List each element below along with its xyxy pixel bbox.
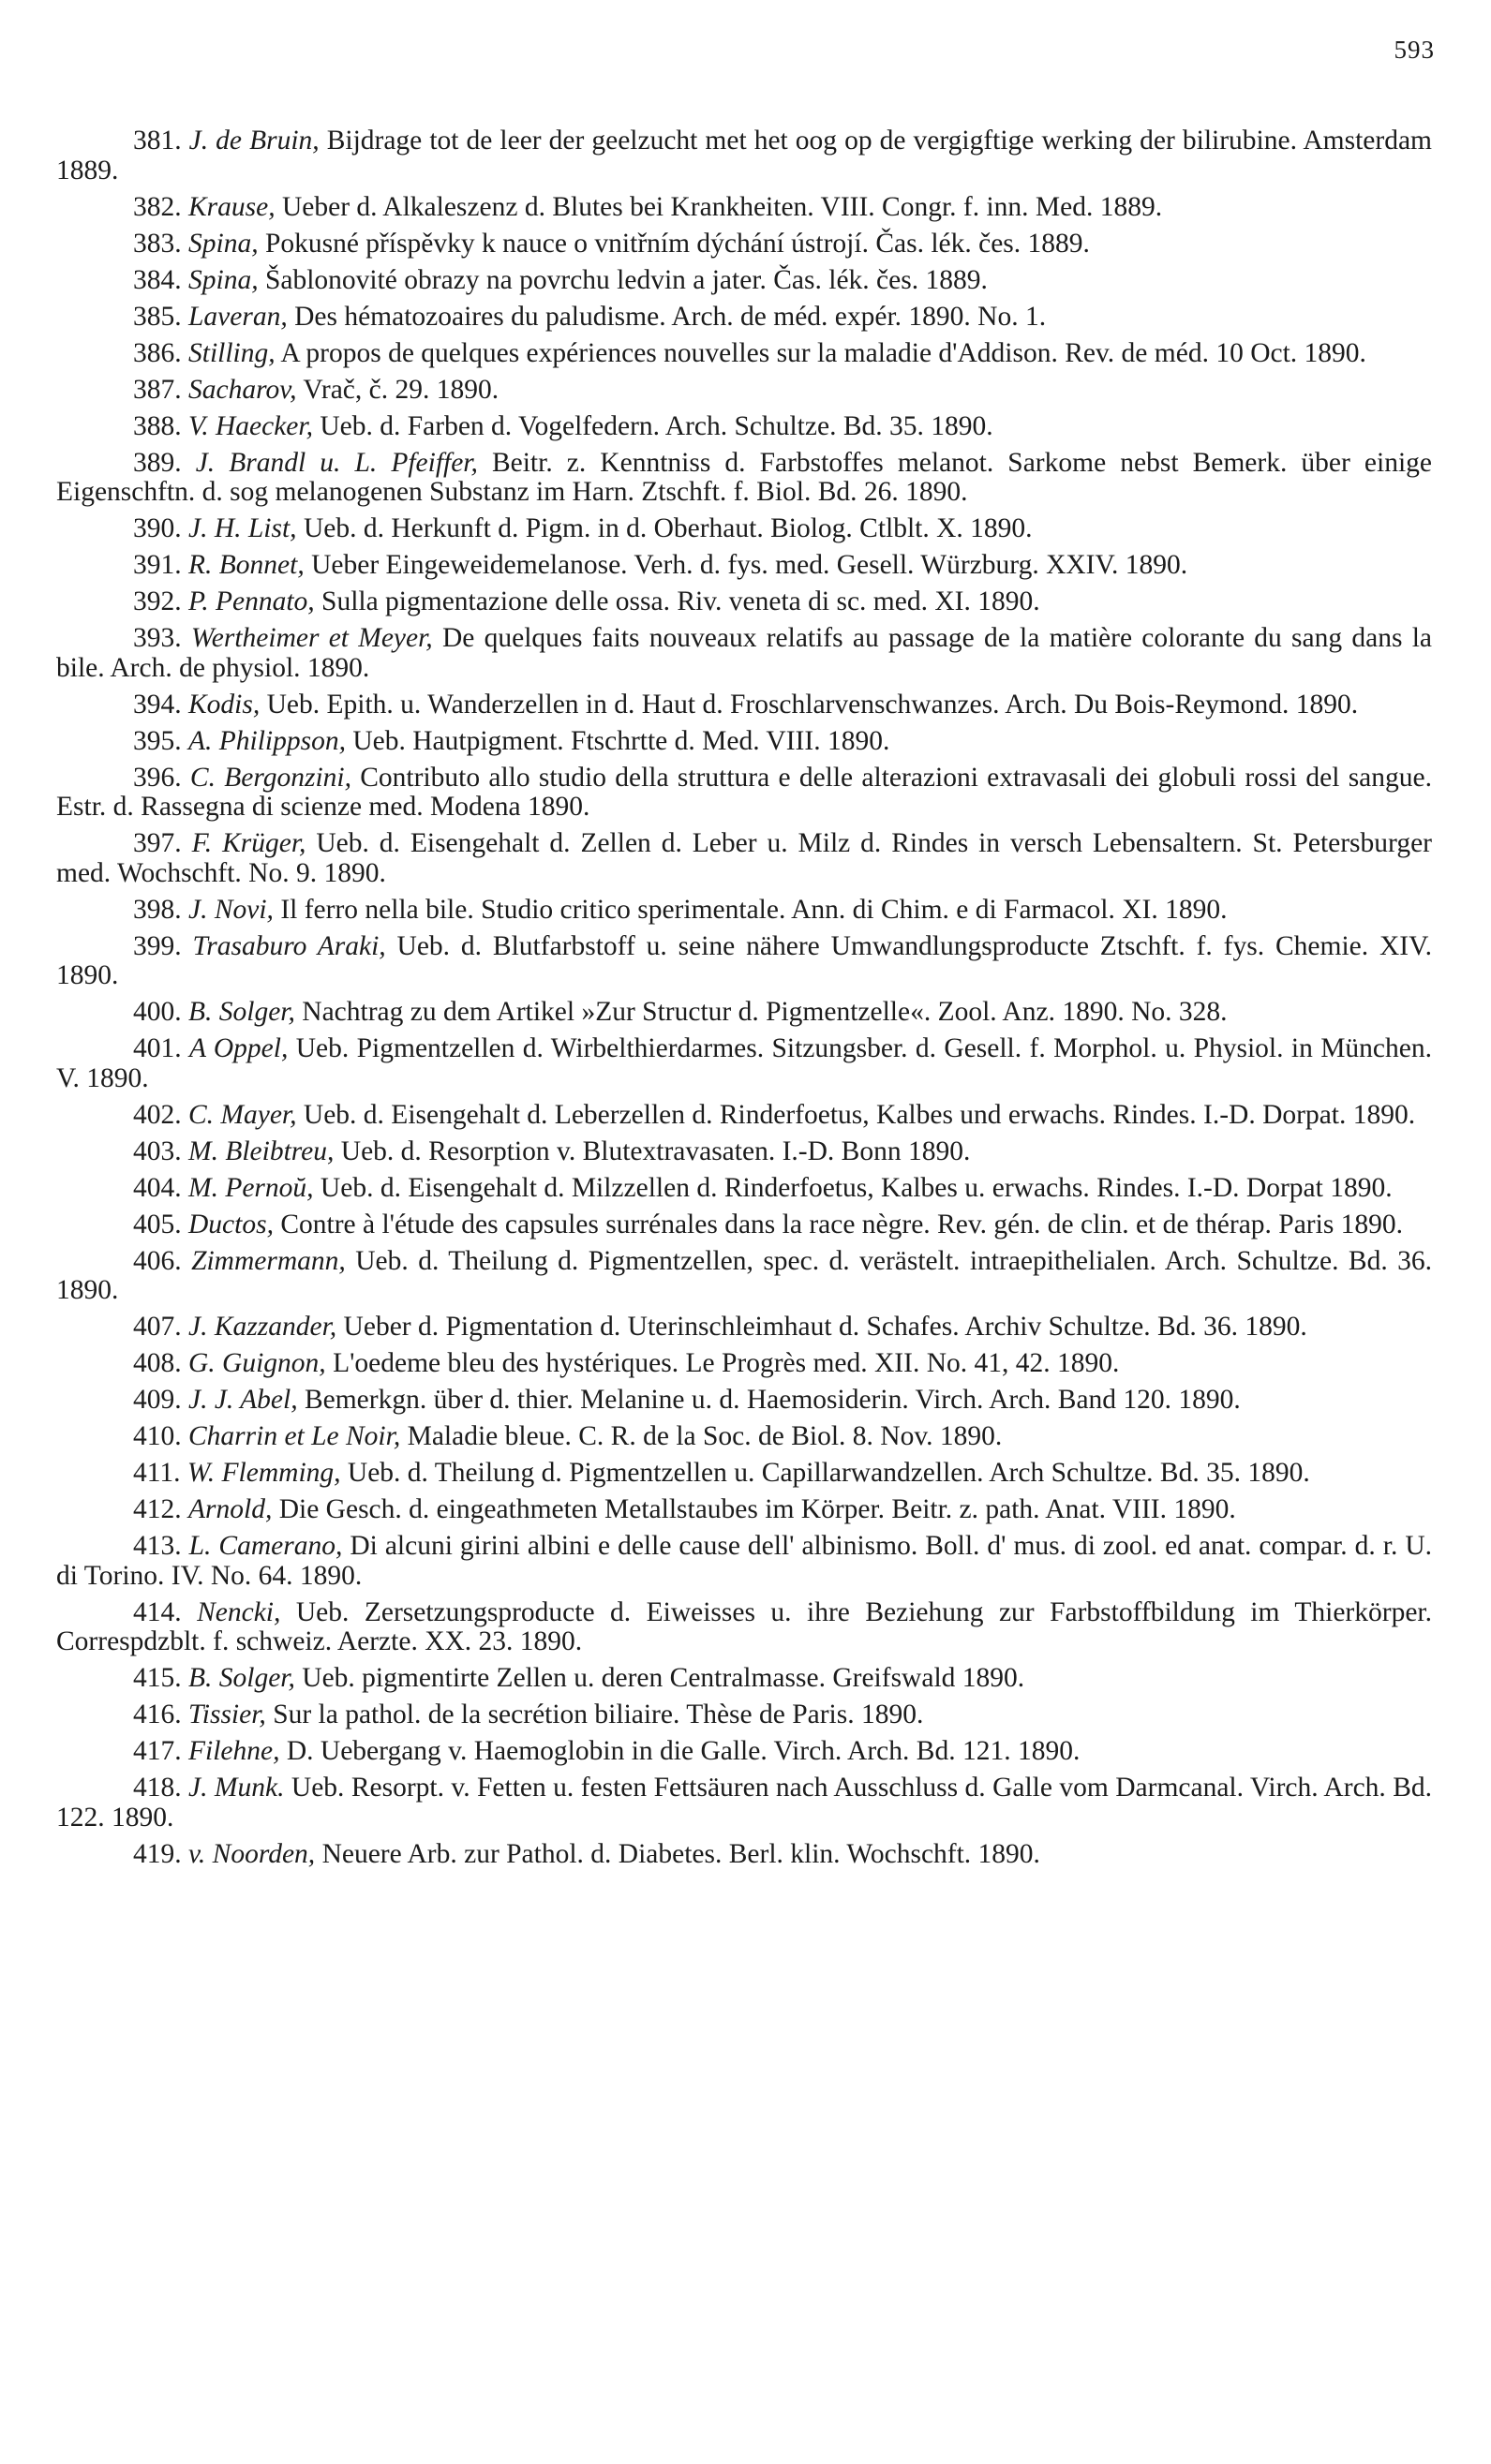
reference-entry	[56, 1664, 1432, 1694]
reference-author: Arnold,	[188, 1494, 273, 1524]
reference-author: G. Guignon,	[188, 1348, 326, 1378]
reference-author: Filehne,	[188, 1736, 280, 1766]
reference-number: 416.	[133, 1700, 182, 1729]
reference-number: 406.	[133, 1245, 182, 1276]
reference-entry	[56, 551, 1432, 581]
reference-number: 382.	[133, 191, 182, 222]
reference-entry	[56, 829, 1432, 888]
reference-text: Sur la pathol. de la secrétion biliaire. Thèse de Paris. 1890.	[265, 1700, 924, 1729]
reference-entry	[56, 1386, 1432, 1416]
reference-entry	[56, 303, 1432, 333]
reference-entry	[56, 1137, 1432, 1167]
reference-entry	[56, 266, 1432, 296]
page-number: 593	[1394, 36, 1435, 64]
reference-text: Šablonovité obrazy na povrchu ledvin a jater. Čas. lék. čes. 1889.	[258, 264, 988, 295]
reference-author: A Oppel,	[189, 1033, 289, 1063]
reference-author: Spina,	[188, 264, 259, 295]
reference-number: 418.	[133, 1773, 182, 1803]
reference-author: v. Noorden,	[188, 1838, 316, 1869]
reference-number: 390.	[133, 513, 182, 543]
reference-entry	[56, 932, 1432, 991]
reference-text: D. Uebergang v. Haemoglobin in die Galle. Virch. Arch. Bd. 121. 1890.	[279, 1736, 1081, 1766]
reference-entry	[56, 514, 1432, 544]
reference-author: B. Solger,	[188, 1663, 295, 1693]
reference-text: Ueb. d. Theilung d. Pigmentzellen u. Capillarwandzellen. Arch Schultze. Bd. 35. 1890.	[340, 1458, 1310, 1488]
reference-number: 411.	[133, 1458, 181, 1488]
reference-author: Krause,	[188, 191, 276, 222]
reference-text: Ueber Eingeweidemelanose. Verh. d. fys. med. Gesell. Würzburg. XXIV. 1890.	[304, 550, 1188, 580]
reference-entry	[56, 1349, 1432, 1379]
reference-entry	[56, 412, 1432, 442]
reference-text: Ueb. d. Resorption v. Blutextravasaten. I.-D. Bonn 1890.	[334, 1136, 971, 1166]
reference-text: Vrač, č. 29. 1890.	[296, 374, 499, 405]
reference-text: Die Gesch. d. eingeathmeten Metallstaubes im Körper. Beitr. z. path. Anat. VIII. 1890.	[272, 1494, 1236, 1524]
reference-text: Bijdrage tot de leer der geelzucht met het oog op de vergigftige werking der bilirubine. Amsterdam 1889.	[56, 126, 1432, 186]
reference-number: 413.	[133, 1531, 182, 1561]
reference-author: A. Philippson,	[188, 725, 346, 756]
reference-entry	[56, 764, 1432, 823]
reference-number: 402.	[133, 1099, 182, 1130]
reference-text: Pokusné příspěvky k nauce o vnitřním dýchání ústrojí. Čas. lék. čes. 1889.	[258, 228, 1090, 259]
reference-number: 412.	[133, 1494, 182, 1524]
reference-number: 400.	[133, 997, 182, 1027]
reference-number: 398.	[133, 894, 182, 925]
reference-author: F. Krüger,	[191, 828, 306, 858]
reference-entry	[56, 896, 1432, 926]
reference-entry	[56, 587, 1432, 617]
reference-entry	[56, 1700, 1432, 1730]
reference-entry	[56, 727, 1432, 757]
reference-number: 414.	[133, 1596, 182, 1627]
reference-author: Stilling,	[188, 337, 276, 368]
reference-text: Ueb. Zersetzungsproducte d. Eiweisses u. ihre Beziehung zur Farbstoffbildung im Thierkörper. Correspdzblt. f. schweiz. Aerzte. XX. 23. 1890.	[56, 1596, 1432, 1656]
reference-number: 399.	[133, 930, 182, 961]
reference-entry	[56, 1210, 1432, 1240]
reference-number: 397.	[133, 828, 182, 858]
reference-author: V. Haecker,	[188, 410, 313, 441]
reference-author: Spina,	[188, 228, 259, 259]
reference-text: Sulla pigmentazione delle ossa. Riv. veneta di sc. med. XI. 1890.	[314, 586, 1040, 616]
reference-number: 415.	[133, 1663, 182, 1693]
reference-author: Charrin et Le Noir,	[188, 1421, 401, 1451]
reference-number: 409.	[133, 1385, 182, 1415]
reference-text: Ueb. pigmentirte Zellen u. deren Centralmasse. Greifswald 1890.	[294, 1663, 1025, 1693]
reference-text: Ueb. d. Theilung d. Pigmentzellen, spec. d. verästelt. intraepithelialen. Arch. Schultze. Bd. 36. 1890.	[56, 1245, 1433, 1305]
reference-author: C. Mayer,	[188, 1099, 297, 1130]
reference-author: Nencki,	[197, 1596, 281, 1627]
reference-author: Tissier,	[188, 1700, 266, 1729]
reference-author: J. Brandl u. L. Pfeiffer,	[195, 447, 478, 478]
reference-author: M. Pernoŭ,	[188, 1172, 314, 1203]
reference-entry	[56, 339, 1432, 369]
reference-text: A propos de quelques expériences nouvelles sur la maladie d'Addison. Rev. de méd. 10 Oct. 1890.	[275, 337, 1366, 368]
reference-number: 392.	[133, 586, 182, 616]
reference-entry	[56, 1247, 1432, 1306]
reference-text: Ueb. d. Eisengehalt d. Zellen d. Leber u. Milz d. Rindes in versch Lebensaltern. St. Petersburger med. Wochschft. No. 9. 1890.	[56, 828, 1432, 888]
reference-entry	[56, 1532, 1432, 1591]
reference-author: Trasaburo Araki,	[192, 930, 386, 961]
reference-author: Laveran,	[188, 301, 288, 332]
reference-number: 410.	[133, 1421, 182, 1451]
reference-text: Nachtrag zu dem Artikel »Zur Structur d. Pigmentzelle«. Zool. Anz. 1890. No. 328.	[294, 997, 1228, 1027]
reference-author: J. J. Abel,	[188, 1385, 298, 1415]
reference-entry	[56, 1737, 1432, 1767]
reference-text: Di alcuni girini albini e delle cause dell' albinismo. Boll. d' mus. di zool. ed anat. compar. d. r. U. di Torino. IV. No. 64. 1890.	[56, 1531, 1432, 1591]
reference-entry	[56, 126, 1432, 186]
reference-text: Ueb. d. Herkunft d. Pigm. in d. Oberhaut. Biolog. Ctlblt. X. 1890.	[296, 513, 1033, 543]
reference-author: B. Solger,	[188, 997, 295, 1027]
reference-entry	[56, 1598, 1432, 1657]
reference-entry	[56, 1459, 1432, 1489]
reference-number: 407.	[133, 1312, 182, 1342]
reference-entry	[56, 998, 1432, 1028]
reference-entry	[56, 1840, 1432, 1870]
reference-entry	[56, 1034, 1432, 1093]
reference-author: J. de Bruin,	[188, 126, 320, 156]
reference-author: C. Bergonzini,	[189, 762, 351, 793]
reference-number: 403.	[133, 1136, 182, 1166]
reference-author: Zimmermann,	[191, 1245, 346, 1276]
reference-entry	[56, 690, 1432, 720]
reference-entry	[56, 449, 1432, 508]
reference-entry	[56, 1422, 1432, 1452]
reference-author: M. Bleibtreu,	[188, 1136, 335, 1166]
reference-author: R. Bonnet,	[188, 550, 305, 580]
reference-author: Wertheimer et Meyer,	[190, 623, 433, 653]
reference-text: Ueb. Hautpigment. Ftschrtte d. Med. VIII. 1890.	[345, 725, 890, 756]
reference-text: Contributo allo studio della struttura e delle alterazioni extravasali dei globuli rossi del sangue. Estr. d. Rassegna di scienze med. Modena 1890.	[56, 762, 1432, 822]
reference-entry	[56, 1495, 1432, 1525]
reference-entry	[56, 1313, 1432, 1343]
reference-text: Des hématozoaires du paludisme. Arch. de méd. expér. 1890. No. 1.	[287, 301, 1047, 332]
reference-number: 389.	[133, 447, 182, 478]
reference-number: 419.	[133, 1838, 182, 1869]
reference-author: J. Novi,	[188, 894, 274, 925]
reference-number: 393.	[133, 623, 182, 653]
reference-number: 396.	[133, 762, 182, 793]
reference-entry	[56, 376, 1432, 406]
reference-number: 387.	[133, 374, 182, 405]
reference-text: Ueb. d. Farben d. Vogelfedern. Arch. Schultze. Bd. 35. 1890.	[312, 410, 993, 441]
reference-text: Ueb. Pigmentzellen d. Wirbelthierdarmes. Sitzungsber. d. Gesell. f. Morphol. u. Physiol. in München. V. 1890.	[56, 1033, 1432, 1093]
reference-number: 381.	[133, 126, 182, 156]
reference-number: 395.	[133, 725, 182, 756]
reference-entry	[56, 1101, 1432, 1131]
reference-author: P. Pennato,	[188, 586, 315, 616]
reference-entry	[56, 1774, 1432, 1833]
reference-author: J. Kazzander,	[188, 1312, 337, 1342]
reference-text: Ueb. Epith. u. Wanderzellen in d. Haut d. Froschlarvenschwanzes. Arch. Du Bois-Reymond. 1890.	[260, 689, 1359, 720]
reference-author: Ductos,	[188, 1209, 274, 1239]
reference-text: L'oedeme bleu des hystériques. Le Progrès med. XII. No. 41, 42. 1890.	[325, 1348, 1120, 1378]
reference-author: J. Munk.	[188, 1773, 285, 1803]
reference-number: 385.	[133, 301, 182, 332]
reference-text: Ueb. Resorpt. v. Fetten u. festen Fettsäuren nach Ausschluss d. Galle vom Darmcanal. Virch. Arch. Bd. 122. 1890.	[56, 1773, 1432, 1833]
reference-text: Ueber d. Pigmentation d. Uterinschleimhaut d. Schafes. Archiv Schultze. Bd. 36. 1890.	[336, 1312, 1307, 1342]
reference-author: J. H. List,	[188, 513, 297, 543]
reference-text: Neuere Arb. zur Pathol. d. Diabetes. Berl. klin. Wochschft. 1890.	[315, 1838, 1040, 1869]
reference-list	[56, 126, 1432, 1877]
reference-text: Ueb. d. Blutfarbstoff u. seine nähere Umwandlungsproducte Ztschft. f. fys. Chemie. XIV. 1890.	[56, 930, 1432, 990]
reference-author: W. Flemming,	[186, 1458, 341, 1488]
reference-author: Kodis,	[188, 689, 261, 720]
reference-number: 383.	[133, 228, 182, 259]
reference-text: Ueb. d. Eisengehalt d. Leberzellen d. Rinderfoetus, Kalbes und erwachs. Rindes. I.-D. Dorpat. 1890.	[296, 1099, 1416, 1130]
reference-number: 384.	[133, 264, 182, 295]
reference-text: Il ferro nella bile. Studio critico sperimentale. Ann. di Chim. e di Farmacol. XI. 1890.	[273, 894, 1228, 925]
reference-author: Sacharov,	[188, 374, 297, 405]
reference-number: 401.	[133, 1033, 182, 1063]
reference-text: Ueb. d. Eisengehalt d. Milzzellen d. Rinderfoetus, Kalbes u. erwachs. Rindes. I.-D. Dorpat 1890.	[313, 1172, 1393, 1203]
reference-author: L. Camerano,	[188, 1531, 343, 1561]
reference-text: Maladie bleue. C. R. de la Soc. de Biol. 8. Nov. 1890.	[400, 1421, 1003, 1451]
reference-number: 394.	[133, 689, 182, 720]
reference-number: 386.	[133, 337, 182, 368]
reference-entry	[56, 193, 1432, 223]
reference-text: Ueber d. Alkaleszenz d. Blutes bei Krankheiten. VIII. Congr. f. inn. Med. 1889.	[275, 191, 1163, 222]
reference-entry	[56, 1174, 1432, 1204]
reference-number: 388.	[133, 410, 182, 441]
reference-number: 404.	[133, 1172, 182, 1203]
reference-number: 417.	[133, 1736, 182, 1766]
reference-text: Beitr. z. Kenntniss d. Farbstoffes melanot. Sarkome nebst Bemerk. über einige Eigenschftn. d. sog melanogenen Substanz im Harn. Ztschft. f. Biol. Bd. 26. 1890.	[56, 447, 1432, 507]
reference-entry	[56, 230, 1432, 260]
reference-text: Contre à l'étude des capsules surrénales dans la race nègre. Rev. gén. de clin. et de thérap. Paris 1890.	[273, 1209, 1404, 1239]
reference-text: De quelques faits nouveaux relatifs au passage de la matière colorante du sang dans la bile. Arch. de physiol. 1890.	[56, 623, 1432, 683]
reference-text: Bemerkgn. über d. thier. Melanine u. d. Haemosiderin. Virch. Arch. Band 120. 1890.	[297, 1385, 1241, 1415]
reference-number: 391.	[133, 550, 182, 580]
reference-entry	[56, 624, 1432, 683]
reference-number: 405.	[133, 1209, 182, 1239]
reference-number: 408.	[133, 1348, 182, 1378]
